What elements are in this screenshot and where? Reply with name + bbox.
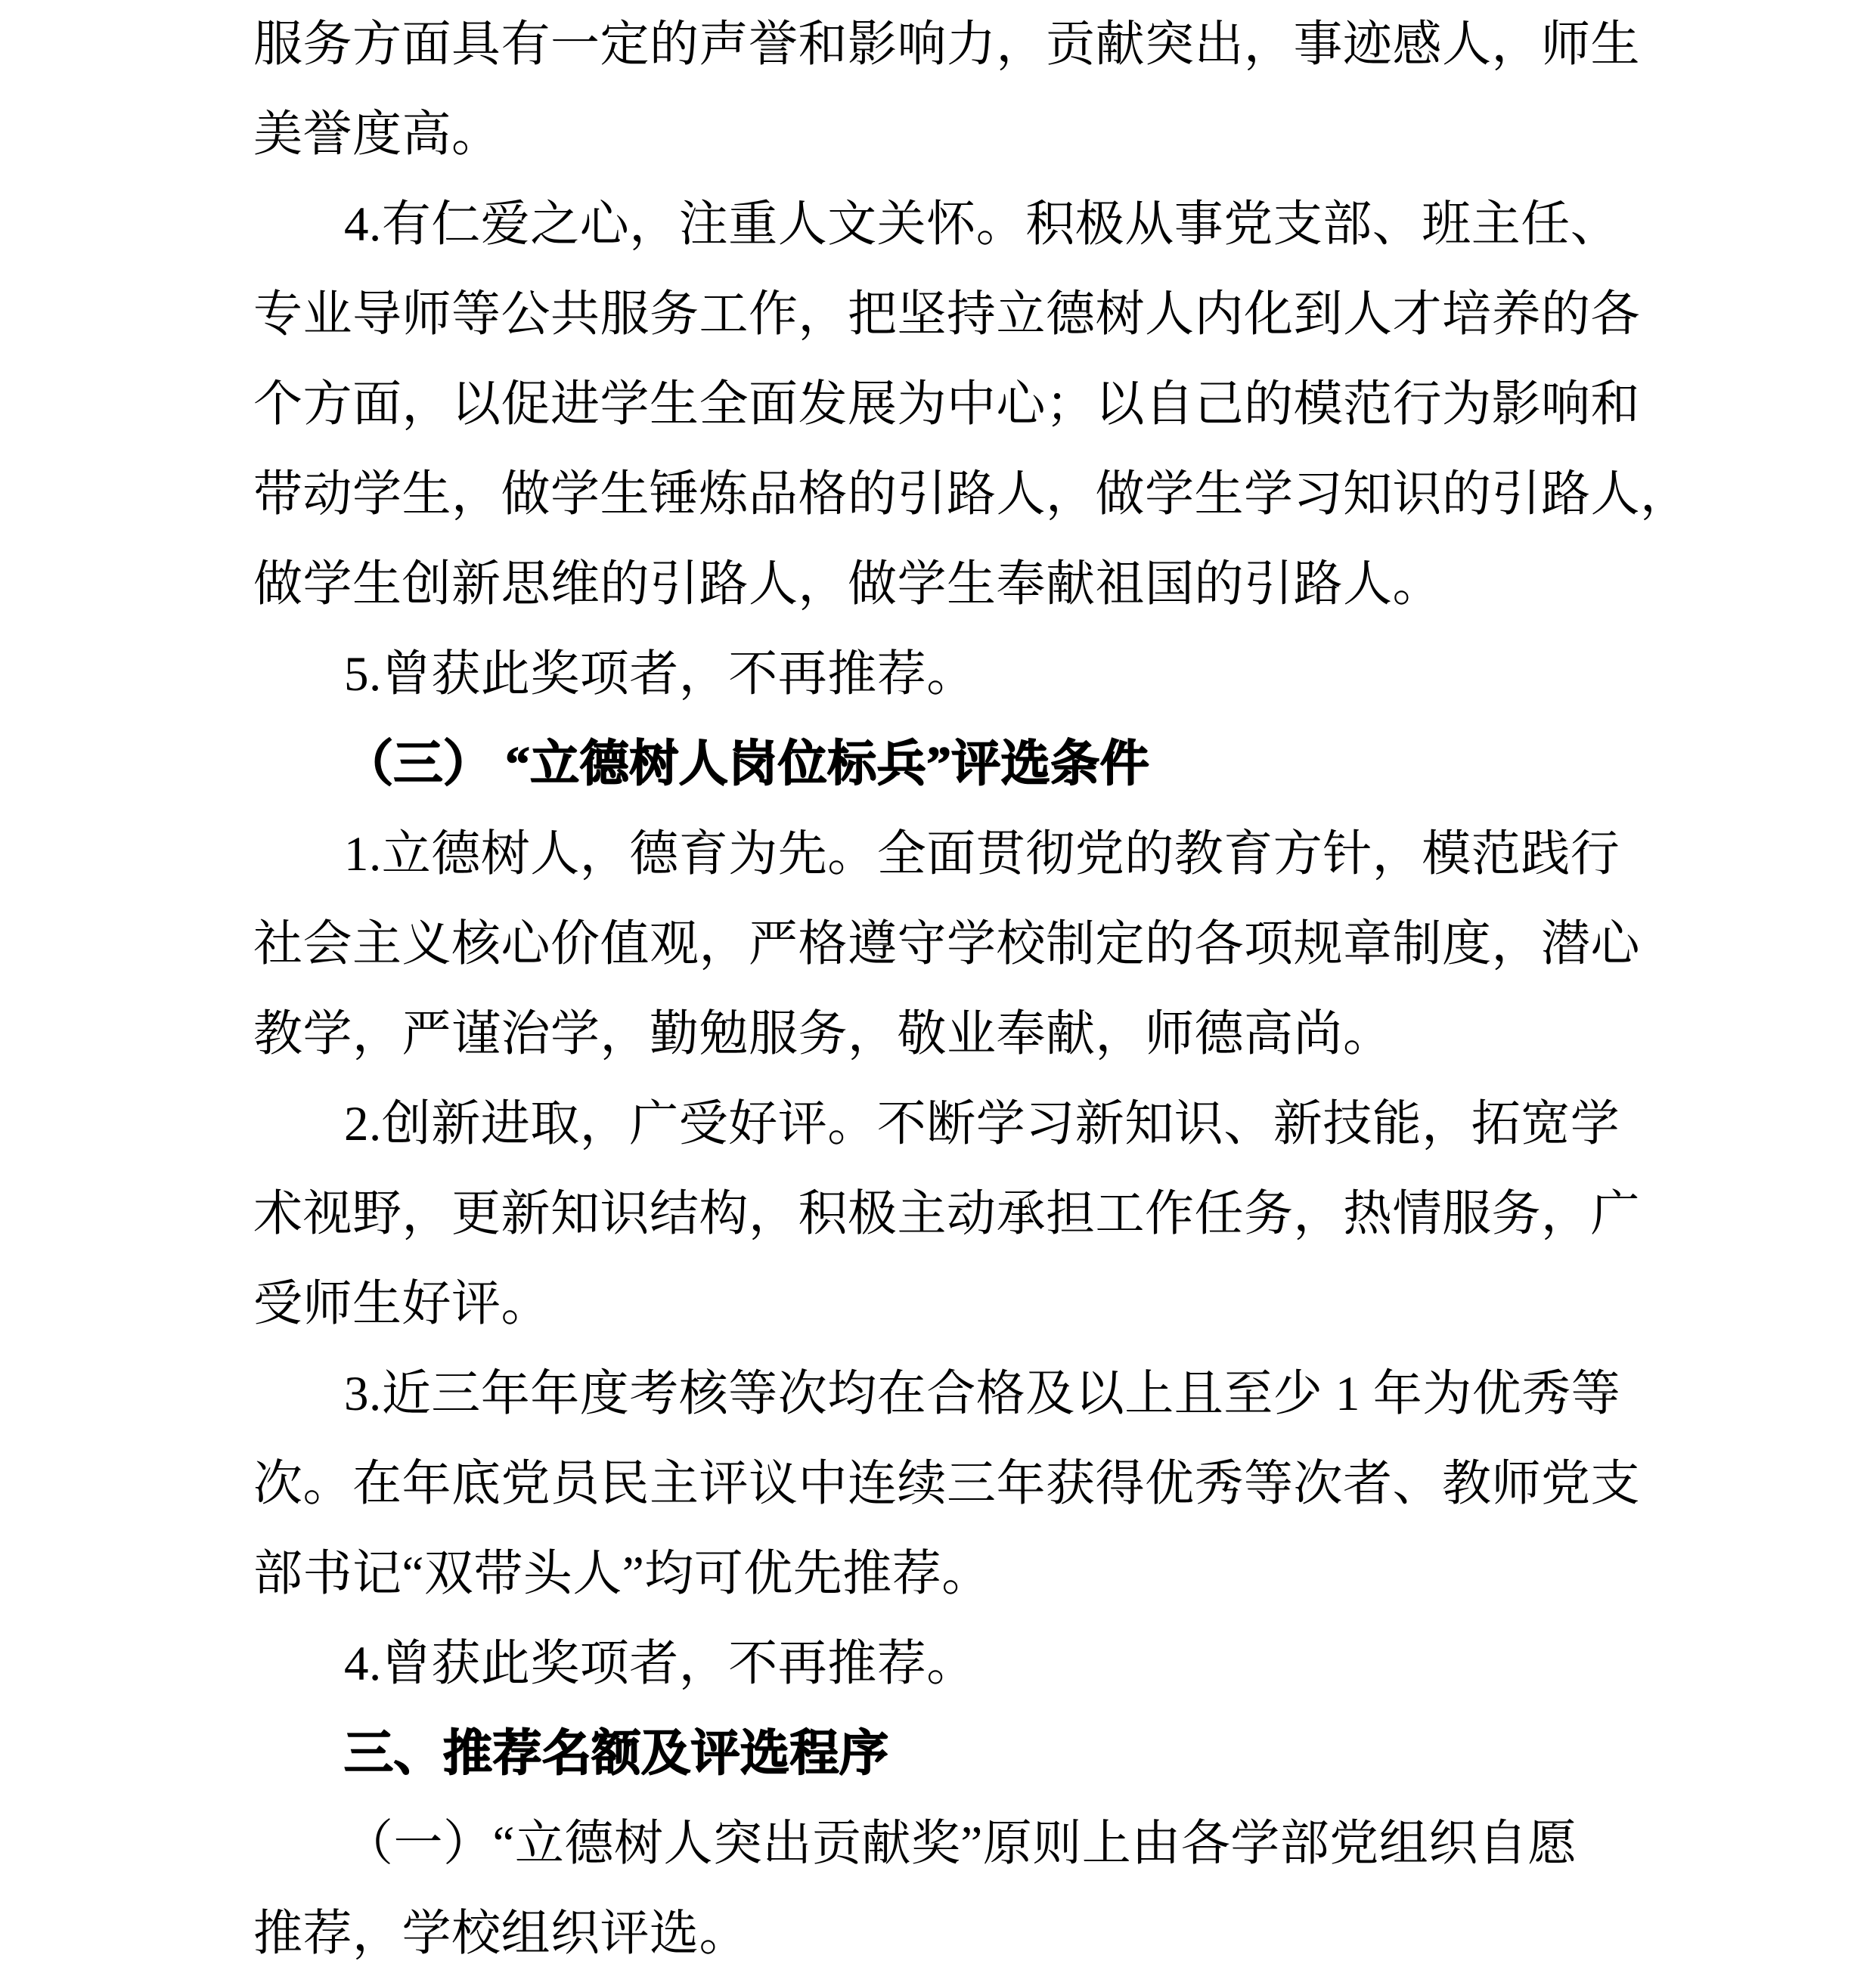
text-line: （一）“立德树人突出贡献奖”原则上由各学部党组织自愿	[344, 1817, 1577, 1871]
text-line: 做学生创新思维的引路人，做学生奉献祖国的引路人。	[253, 557, 1443, 612]
text-line: 受师生好评。	[253, 1277, 551, 1331]
text-line: 2.创新进取，广受好评。不断学习新知识、新技能，拓宽学	[344, 1097, 1620, 1151]
text-line: 服务方面具有一定的声誉和影响力，贡献突出，事迹感人，师生	[253, 17, 1641, 72]
heading-line: 三、推荐名额及评选程序	[344, 1727, 889, 1781]
text-line: 部书记“双带头人”均可优先推荐。	[253, 1547, 991, 1601]
text-line: 社会主义核心价值观，严格遵守学校制定的各项规章制度，潜心	[253, 917, 1641, 971]
text-line: 术视野，更新知识结构，积极主动承担工作任务，热情服务，广	[253, 1187, 1641, 1241]
text-line: 4.有仁爱之心，注重人文关怀。积极从事党支部、班主任、	[344, 197, 1620, 252]
text-line: 推荐，学校组织评选。	[253, 1907, 749, 1961]
text-line: 4.曾获此奖项者，不再推荐。	[344, 1637, 976, 1691]
text-line: 带动学生，做学生锤炼品格的引路人，做学生学习知识的引路人，	[253, 467, 1690, 522]
text-line: 次。在年底党员民主评议中连续三年获得优秀等次者、教师党支	[253, 1457, 1641, 1511]
text-line: 教学，严谨治学，勤勉服务，敬业奉献，师德高尚。	[253, 1007, 1393, 1061]
text-line: 美誉度高。	[253, 107, 501, 162]
text-line: 1.立德树人，德育为先。全面贯彻党的教育方针，模范践行	[344, 827, 1620, 881]
heading-line: （三） “立德树人岗位标兵”评选条件	[344, 737, 1150, 791]
text-line: 专业导师等公共服务工作，把坚持立德树人内化到人才培养的各	[253, 287, 1641, 342]
document-text-block	[253, 0, 1690, 1964]
text-line: 个方面，以促进学生全面发展为中心；以自己的模范行为影响和	[253, 377, 1641, 432]
text-line: 5.曾获此奖项者，不再推荐。	[344, 647, 976, 702]
text-line: 3.近三年年度考核等次均在合格及以上且至少 1 年为优秀等	[344, 1367, 1621, 1421]
